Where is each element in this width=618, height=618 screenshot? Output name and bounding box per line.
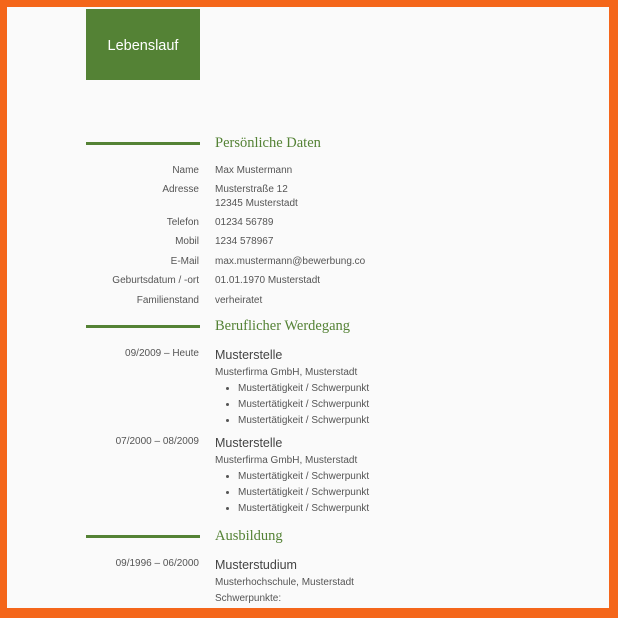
section-rule-career xyxy=(86,325,200,328)
label-name: Name xyxy=(172,165,199,176)
education-period: 09/1996 – 06/2000 xyxy=(115,558,199,569)
title-banner xyxy=(86,9,200,80)
section-heading-education: Ausbildung xyxy=(215,528,283,544)
education-title: Musterstudium xyxy=(215,558,297,572)
education-institution: Musterhochschule, Musterstadt xyxy=(215,577,354,588)
value-mobile: 1234 578967 xyxy=(215,236,274,247)
job-task: • Mustertätigkeit / Schwerpunkt xyxy=(238,413,369,429)
job-task: • Mustertätigkeit / Schwerpunkt xyxy=(238,501,369,517)
job-task-list xyxy=(225,381,369,429)
job-period: 07/2000 – 08/2009 xyxy=(115,436,199,447)
label-marital-status: Familienstand xyxy=(136,295,199,306)
job-company: Musterfirma GmbH, Musterstadt xyxy=(215,455,358,466)
job-task: • Mustertätigkeit / Schwerpunkt xyxy=(238,485,369,501)
page-title: Lebenslauf xyxy=(107,37,179,54)
job-task: • Mustertätigkeit / Schwerpunkt xyxy=(238,381,369,397)
cv-page xyxy=(7,7,609,608)
value-email: max.mustermann@bewerbung.co xyxy=(215,256,366,267)
value-name: Max Mustermann xyxy=(215,165,293,176)
value-marital-status: verheiratet xyxy=(215,295,263,306)
label-email: E-Mail xyxy=(170,256,199,267)
label-phone: Telefon xyxy=(166,217,199,228)
section-heading-career: Beruflicher Werdegang xyxy=(215,318,351,334)
job-title: Musterstelle xyxy=(215,436,283,450)
label-birth: Geburtsdatum / -ort xyxy=(112,275,199,286)
section-rule-personal xyxy=(86,142,200,145)
section-rule-education xyxy=(86,535,200,538)
job-task: • Mustertätigkeit / Schwerpunkt xyxy=(238,469,369,485)
section-heading-personal: Persönliche Daten xyxy=(215,135,321,151)
value-address-street: Musterstraße 12 xyxy=(215,184,288,195)
label-address: Adresse xyxy=(162,184,199,195)
value-address-city: 12345 Musterstadt xyxy=(215,198,298,209)
job-period: 09/2009 – Heute xyxy=(125,348,199,359)
job-task-list xyxy=(225,469,369,517)
label-mobile: Mobil xyxy=(175,236,199,247)
value-phone: 01234 56789 xyxy=(215,217,274,228)
job-task: • Mustertätigkeit / Schwerpunkt xyxy=(238,397,369,413)
job-company: Musterfirma GmbH, Musterstadt xyxy=(215,367,358,378)
education-note: Schwerpunkte: xyxy=(215,593,282,604)
job-title: Musterstelle xyxy=(215,348,283,362)
value-birth: 01.01.1970 Musterstadt xyxy=(215,275,321,286)
